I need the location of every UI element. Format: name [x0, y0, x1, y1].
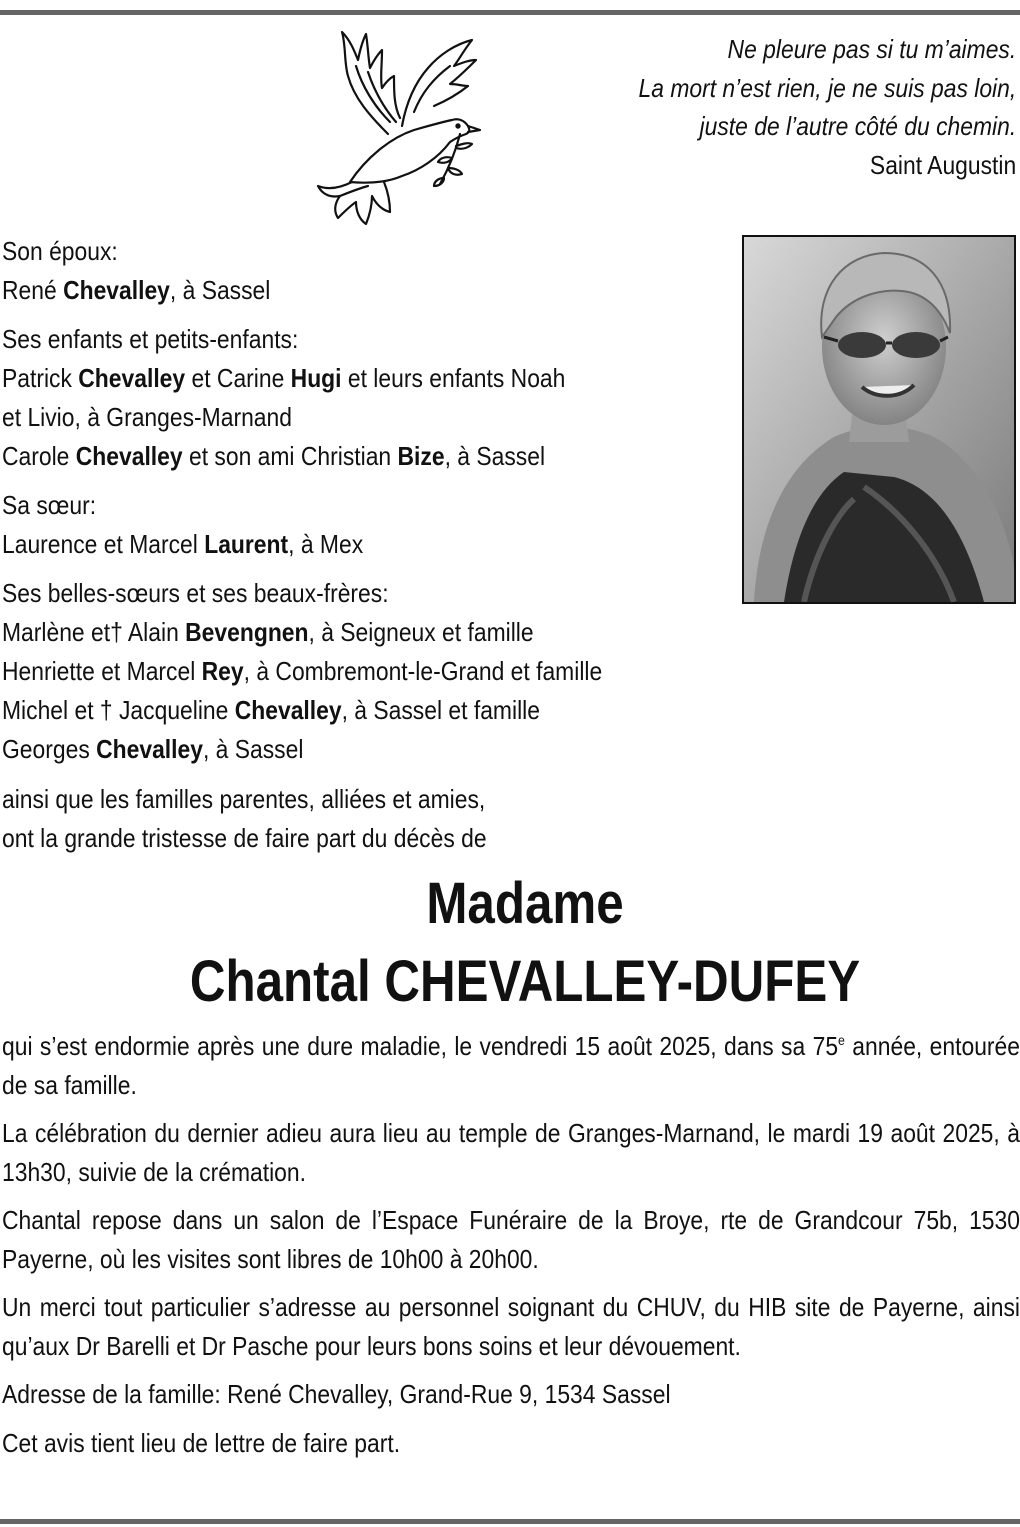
- deceased-title: Madame: [426, 871, 624, 936]
- paragraph: [2, 1027, 1020, 1104]
- deceased-name: Chantal CHEVALLEY-DUFEY: [189, 949, 861, 1014]
- family-member: [2, 437, 602, 476]
- quote-author: Saint Augustin: [869, 149, 1016, 180]
- paragraph: Un merci tout particulier s’adresse au personnel soignant du CHUV, du HIB site de Payerne, ainsi qu’aux Dr Barelli et Dr Pasche pour leurs bons soins et leur dévouement.: [2, 1292, 1020, 1361]
- group-heading: Ses enfants et petits-enfants:: [2, 324, 299, 354]
- announcement-line: ont la grande tristesse de faire part du décès de: [2, 822, 487, 853]
- text: et son ami Christian: [182, 441, 398, 471]
- last-name: Chevalley: [96, 734, 203, 764]
- last-name: Rey: [201, 656, 244, 686]
- inlaws-group: [2, 574, 684, 769]
- paragraph: Chantal repose dans un salon de l’Espace Funéraire de la Broye, rte de Grandcour 75b, 1530 Payerne, où les visites sont libres de 10h00 à 20h00.: [2, 1205, 1020, 1274]
- text: , à Sassel: [444, 441, 546, 471]
- quote-line: Ne pleure pas si tu m’aimes.: [727, 34, 1016, 64]
- superscript: e: [838, 1032, 845, 1048]
- text: Henriette et Marcel: [2, 656, 202, 686]
- group-heading: Sa sœur:: [2, 490, 97, 520]
- bottom-rule: [0, 1519, 1020, 1524]
- quote-line: juste de l’autre côté du chemin.: [699, 111, 1016, 141]
- last-name: Bevengnen: [185, 617, 309, 647]
- last-name: Chevalley: [234, 695, 342, 725]
- text: , à Sassel et famille: [341, 695, 540, 725]
- family-member: [2, 652, 602, 691]
- last-name: Chevalley: [75, 441, 183, 471]
- top-rule: [0, 10, 1020, 15]
- last-name: Laurent: [204, 529, 289, 559]
- dove-icon: [310, 26, 490, 226]
- text: Michel et † Jacqueline: [2, 695, 235, 725]
- group-heading: Son époux:: [2, 236, 118, 266]
- text: , à Mex: [288, 529, 364, 559]
- text: année, entourée de sa famille.: [2, 1031, 1020, 1100]
- text: et leurs enfants Noah: [341, 363, 566, 393]
- text: Patrick: [2, 363, 79, 393]
- notice-body: [2, 1027, 1020, 1472]
- text: Georges: [2, 734, 97, 764]
- announcement-line: ainsi que les familles parentes, alliées et amies,: [2, 784, 486, 814]
- family-member: [2, 691, 602, 730]
- location: , à Sassel: [169, 275, 271, 305]
- portrait-photo: [742, 235, 1016, 604]
- text: Carole: [2, 441, 76, 471]
- family-member: [2, 359, 602, 398]
- family-address: Adresse de la famille: René Chevalley, Grand-Rue 9, 1534 Sassel: [2, 1379, 671, 1409]
- portrait-image: [744, 237, 1014, 602]
- spouse-group: [2, 232, 684, 310]
- family-member: [2, 730, 602, 769]
- last-name: Bize: [397, 441, 445, 471]
- announcement-text: [2, 780, 553, 857]
- quote-line: La mort n’est rien, je ne suis pas loin,: [638, 72, 1016, 103]
- last-name: Chevalley: [78, 363, 186, 393]
- last-name: Chevalley: [63, 275, 170, 305]
- closing-line: Cet avis tient lieu de lettre de faire part.: [2, 1427, 401, 1458]
- family-member-continued: et Livio, à Granges-Marnand: [2, 402, 292, 432]
- family-member: [2, 525, 602, 564]
- group-heading: Ses belles-sœurs et ses beaux-frères:: [2, 578, 389, 608]
- text: et Carine: [185, 363, 291, 393]
- text: qui s’est endormie après une dure maladie, le vendredi 15 août 2025, dans sa 75: [2, 1031, 839, 1061]
- last-name: Hugi: [290, 363, 342, 393]
- paragraph: La célébration du dernier adieu aura lieu au temple de Granges-Marnand, le mardi 19 août 2025, à 13h30, suivie de la crémation.: [2, 1118, 1020, 1187]
- first-name: René: [2, 275, 64, 305]
- epigraph-quote: [587, 30, 1016, 184]
- family-list: [2, 232, 684, 779]
- family-member: [2, 613, 602, 652]
- text: Laurence et Marcel: [2, 529, 205, 559]
- family-member: [2, 271, 602, 310]
- children-group: [2, 320, 684, 476]
- sister-group: [2, 486, 684, 564]
- text: , à Seigneux et famille: [308, 617, 534, 647]
- text: Marlène et† Alain: [2, 617, 186, 647]
- text: , à Sassel: [202, 734, 304, 764]
- text: , à Combremont-le-Grand et famille: [243, 656, 603, 686]
